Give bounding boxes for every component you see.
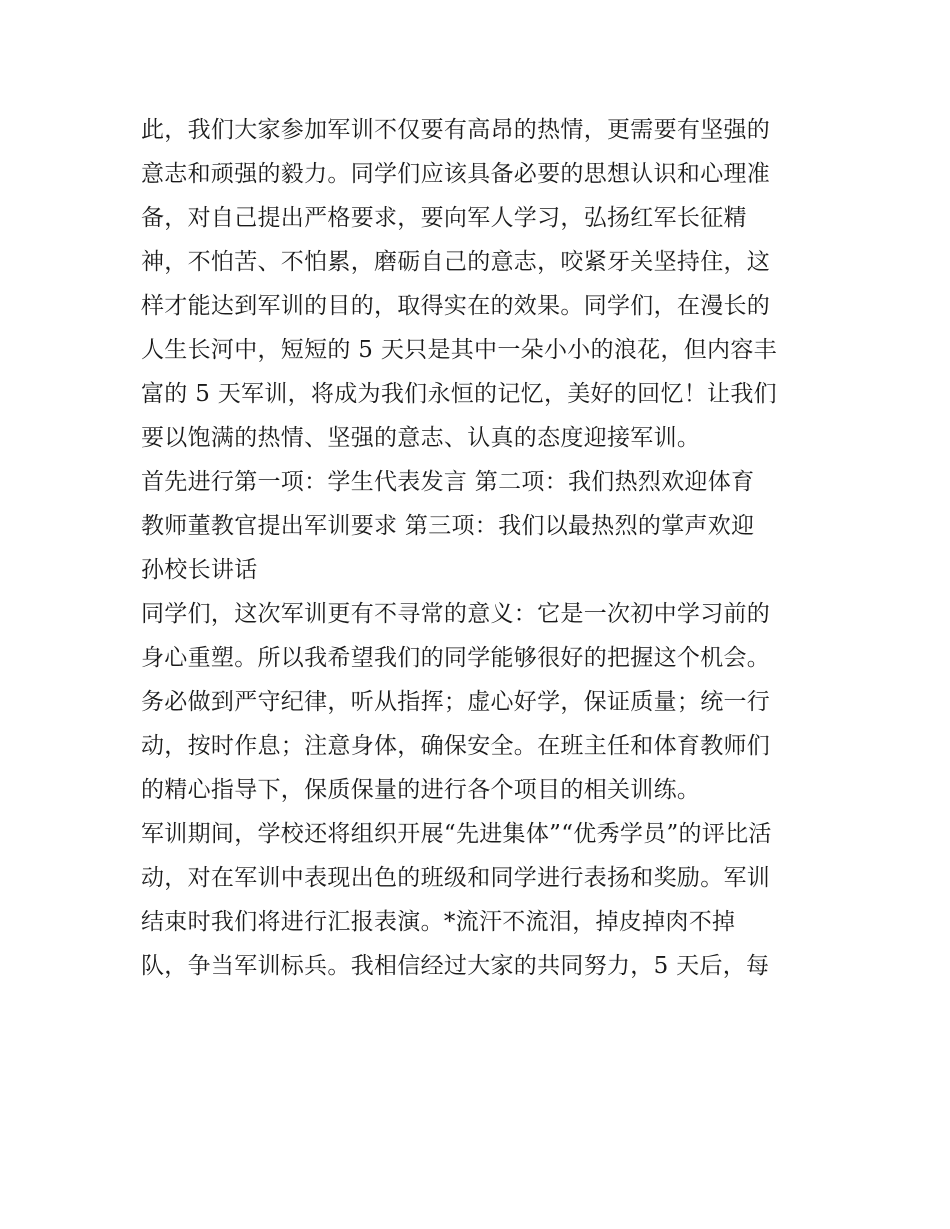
text-line: 动，按时作息；注意身体，确保安全。在班主任和体育教师们 [141,733,771,759]
text-line: 同学们，这次军训更有不寻常的意义：它是一次初中学习前的 [141,601,771,627]
text-line: 首先进行第一项：学生代表发言 第二项：我们热烈欢迎体育 [141,469,755,495]
text-line: 富的 5 天军训，将成为我们永恒的记忆，美好的回忆！让我们 [141,381,777,407]
text-line: 务必做到严守纪律，听从指挥；虚心好学，保证质量；统一行 [141,689,771,715]
text-line: 动，对在军训中表现出色的班级和同学进行表扬和奖励。军训 [141,865,771,891]
text-line: 孙校长讲话 [141,557,258,583]
text-line: 此，我们大家参加军训不仅要有高昂的热情，更需要有坚强的 [141,117,771,143]
text-line: 神，不怕苦、不怕累，磨砺自己的意志，咬紧牙关坚持住，这 [141,249,771,275]
text-line: 要以饱满的热情、坚强的意志、认真的态度迎接军训。 [141,425,701,451]
text-line: 队，争当军训标兵。我相信经过大家的共同努力，5 天后，每 [141,953,770,979]
text-line: 人生长河中，短短的 5 天只是其中一朵小小的浪花，但内容丰 [141,337,777,363]
text-line: 意志和顽强的毅力。同学们应该具备必要的思想认识和心理准 [141,161,771,187]
document-body [141,108,821,988]
text-line: 结束时我们将进行汇报表演。*流汗不流泪，掉皮掉肉不掉 [141,909,736,935]
text-line: 样才能达到军训的目的，取得实在的效果。同学们，在漫长的 [141,293,771,319]
text-line: 军训期间，学校还将组织开展“先进集体”“优秀学员”的评比活 [141,821,772,847]
text-line: 身心重塑。所以我希望我们的同学能够很好的把握这个机会。 [141,645,771,671]
text-line: 的精心指导下，保质保量的进行各个项目的相关训练。 [141,777,701,803]
text-line: 教师董教官提出军训要求 第三项：我们以最热烈的掌声欢迎 [141,513,755,539]
text-line: 备，对自己提出严格要求，要向军人学习，弘扬红军长征精 [141,205,747,231]
